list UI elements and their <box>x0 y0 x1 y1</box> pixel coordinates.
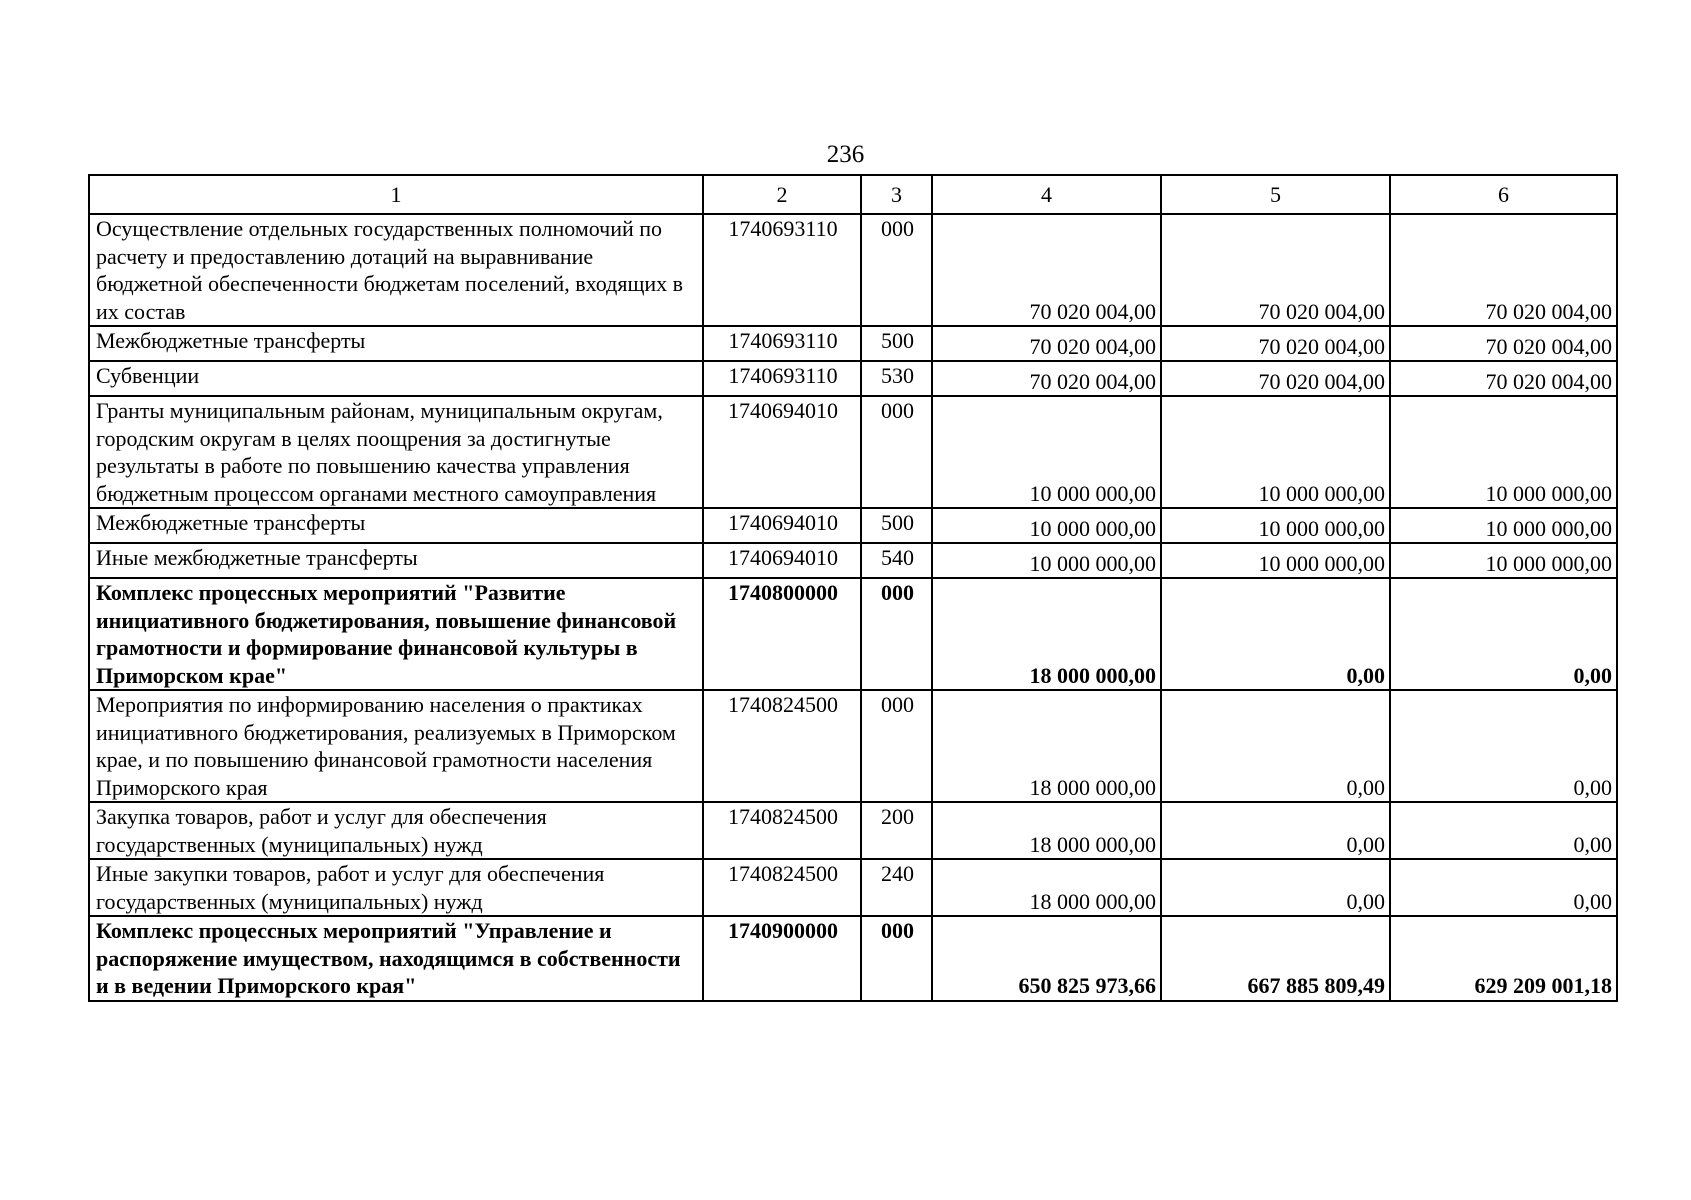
row-name: Закупка товаров, работ и услуг для обеспечения государственных (муниципальных) нужд <box>89 802 703 859</box>
table-row <box>89 578 1617 690</box>
row-code: 1740824500 <box>703 802 861 859</box>
row-code: 1740694010 <box>703 508 861 543</box>
header-cell-4: 4 <box>932 175 1161 214</box>
row-amount-5: 70 020 004,00 <box>1161 361 1390 396</box>
table-row <box>89 396 1617 508</box>
row-amount-6: 0,00 <box>1390 859 1617 916</box>
row-name: Мероприятия по информированию населения о практиках инициативного бюджетирования, реализуемых в Приморском крае, и по повышению финансовой грамотности населения Приморского края <box>89 690 703 802</box>
row-amount-4: 18 000 000,00 <box>932 859 1161 916</box>
page-number: 236 <box>826 141 865 168</box>
row-amount-6: 70 020 004,00 <box>1390 361 1617 396</box>
row-name: Иные закупки товаров, работ и услуг для обеспечения государственных (муниципальных) нужд <box>89 859 703 916</box>
table-header-row <box>89 175 1617 214</box>
row-amount-4: 10 000 000,00 <box>932 543 1161 578</box>
row-name: Комплекс процессных мероприятий "Развитие инициативного бюджетирования, повышение финансовой грамотности и формирование финансовой культуры в Приморском крае" <box>89 578 703 690</box>
row-amount-5: 70 020 004,00 <box>1161 326 1390 361</box>
row-amount-4: 18 000 000,00 <box>932 802 1161 859</box>
table-row <box>89 214 1617 326</box>
row-amount-6: 0,00 <box>1390 578 1617 690</box>
row-type: 000 <box>861 214 932 326</box>
table-row <box>89 543 1617 578</box>
row-code: 1740824500 <box>703 690 861 802</box>
row-amount-5: 0,00 <box>1161 578 1390 690</box>
budget-table <box>88 174 1618 1002</box>
row-type: 200 <box>861 802 932 859</box>
row-type: 000 <box>861 916 932 1001</box>
table-row <box>89 361 1617 396</box>
row-name: Межбюджетные трансферты <box>89 326 703 361</box>
table-row <box>89 802 1617 859</box>
header-cell-6: 6 <box>1390 175 1617 214</box>
row-code: 1740693110 <box>703 361 861 396</box>
row-amount-4: 70 020 004,00 <box>932 214 1161 326</box>
row-type: 500 <box>861 508 932 543</box>
row-amount-6: 629 209 001,18 <box>1390 916 1617 1001</box>
row-amount-6: 70 020 004,00 <box>1390 326 1617 361</box>
row-amount-4: 70 020 004,00 <box>932 326 1161 361</box>
row-code: 1740694010 <box>703 396 861 508</box>
row-amount-6: 0,00 <box>1390 802 1617 859</box>
row-name: Комплекс процессных мероприятий "Управление и распоряжение имуществом, находящимся в собственности и в ведении Приморского края" <box>89 916 703 1001</box>
row-amount-5: 70 020 004,00 <box>1161 214 1390 326</box>
row-amount-6: 10 000 000,00 <box>1390 543 1617 578</box>
table-row <box>89 508 1617 543</box>
row-code: 1740824500 <box>703 859 861 916</box>
row-type: 540 <box>861 543 932 578</box>
table-row <box>89 916 1617 1001</box>
row-type: 000 <box>861 690 932 802</box>
header-cell-5: 5 <box>1161 175 1390 214</box>
row-name: Субвенции <box>89 361 703 396</box>
row-code: 1740694010 <box>703 543 861 578</box>
row-amount-6: 10 000 000,00 <box>1390 396 1617 508</box>
row-type: 000 <box>861 578 932 690</box>
row-code: 1740693110 <box>703 326 861 361</box>
table-row <box>89 326 1617 361</box>
row-name: Иные межбюджетные трансферты <box>89 543 703 578</box>
row-amount-5: 10 000 000,00 <box>1161 508 1390 543</box>
row-type: 500 <box>861 326 932 361</box>
row-type: 240 <box>861 859 932 916</box>
row-name: Межбюджетные трансферты <box>89 508 703 543</box>
row-amount-5: 0,00 <box>1161 859 1390 916</box>
row-amount-4: 10 000 000,00 <box>932 396 1161 508</box>
row-amount-4: 70 020 004,00 <box>932 361 1161 396</box>
row-name: Осуществление отдельных государственных полномочий по расчету и предоставлению дотаций на выравнивание бюджетной обеспеченности бюджетам поселений, входящих в их состав <box>89 214 703 326</box>
row-type: 530 <box>861 361 932 396</box>
row-amount-6: 10 000 000,00 <box>1390 508 1617 543</box>
row-amount-5: 0,00 <box>1161 690 1390 802</box>
row-amount-6: 0,00 <box>1390 690 1617 802</box>
row-amount-5: 10 000 000,00 <box>1161 543 1390 578</box>
row-amount-4: 18 000 000,00 <box>932 578 1161 690</box>
row-amount-5: 0,00 <box>1161 802 1390 859</box>
row-amount-5: 10 000 000,00 <box>1161 396 1390 508</box>
row-amount-4: 18 000 000,00 <box>932 690 1161 802</box>
row-code: 1740693110 <box>703 214 861 326</box>
row-amount-4: 650 825 973,66 <box>932 916 1161 1001</box>
row-amount-6: 70 020 004,00 <box>1390 214 1617 326</box>
row-type: 000 <box>861 396 932 508</box>
header-cell-2: 2 <box>703 175 861 214</box>
header-cell-3: 3 <box>861 175 932 214</box>
row-code: 1740900000 <box>703 916 861 1001</box>
row-name: Гранты муниципальным районам, муниципальным округам, городским округам в целях поощрения за достигнутые результаты в работе по повышению качества управления бюджетным процессом органами местного самоуправления <box>89 396 703 508</box>
row-amount-5: 667 885 809,49 <box>1161 916 1390 1001</box>
table-row <box>89 690 1617 802</box>
row-code: 1740800000 <box>703 578 861 690</box>
table-row <box>89 859 1617 916</box>
row-amount-4: 10 000 000,00 <box>932 508 1161 543</box>
header-cell-1: 1 <box>89 175 703 214</box>
